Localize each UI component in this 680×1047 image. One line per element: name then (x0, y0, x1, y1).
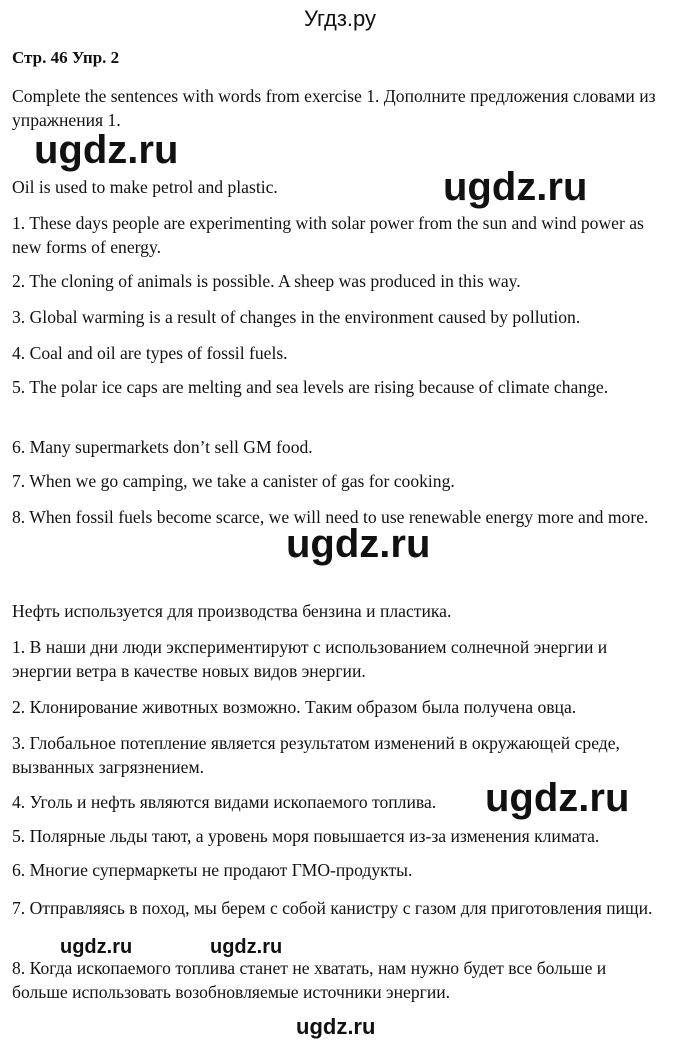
watermark-logo: ugdz.ru (60, 936, 133, 958)
russian-item-4: 4. Уголь и нефть являются видами ископаемого топлива. (12, 792, 437, 812)
instruction-text: Complete the sentences with words from exercise 1. Дополните предложения словами из упражнения 1. (12, 86, 656, 130)
english-item-1: 1. These days people are experimenting with solar power from the sun and wind power as new forms of energy. (12, 213, 644, 257)
english-item-8: 8. When fossil fuels become scarce, we will need to use renewable energy more and more. (12, 507, 649, 527)
russian-item-6: 6. Многие супермаркеты не продают ГМО-продукты. (12, 860, 413, 880)
watermark-logo: ugdz.ru (485, 776, 630, 820)
russian-item-7: 7. Отправляясь в поход, мы берем с собой канистру с газом для приготовления пищи. (12, 898, 653, 918)
watermark-logo: ugdz.ru (34, 128, 179, 172)
site-title: Угдз.ру (303, 6, 377, 31)
russian-item-5: 5. Полярные льды тают, а уровень моря повышается из-за изменения климата. (12, 826, 600, 846)
watermark-logo: ugdz.ru (286, 522, 431, 566)
page-heading: Стр. 46 Упр. 2 (12, 48, 120, 67)
english-item-3: 3. Global warming is a result of changes in the environment caused by pollution. (12, 307, 581, 327)
english-item-7: 7. When we go camping, we take a canister of gas for cooking. (12, 471, 455, 491)
russian-item-8: 8. Когда ископаемого топлива станет не хватать, нам нужно будет все больше и больше использовать возобновляемые источники энергии. (12, 958, 607, 1002)
english-item-4: 4. Coal and oil are types of fossil fuels. (12, 343, 288, 363)
english-item-6: 6. Many supermarkets don’t sell GM food. (12, 437, 313, 457)
english-item-2: 2. The cloning of animals is possible. A sheep was produced in this way. (12, 271, 521, 291)
english-item-5: 5. The polar ice caps are melting and sea levels are rising because of climate change. (12, 377, 609, 397)
english-example: Oil is used to make petrol and plastic. (12, 177, 278, 197)
russian-item-3: 3. Глобальное потепление является результатом изменений в окружающей среде, вызванных загрязнением. (12, 733, 620, 777)
watermark-logo: ugdz.ru (296, 1014, 376, 1039)
russian-item-2: 2. Клонирование животных возможно. Таким образом была получена овца. (12, 697, 577, 717)
watermark-logo: ugdz.ru (210, 936, 283, 958)
russian-item-1: 1. В наши дни люди экспериментируют с использованием солнечной энергии и энергии ветра в качестве новых видов энергии. (12, 637, 608, 681)
watermark-logo: ugdz.ru (443, 165, 588, 209)
russian-example: Нефть используется для производства бензина и пластика. (12, 601, 452, 621)
